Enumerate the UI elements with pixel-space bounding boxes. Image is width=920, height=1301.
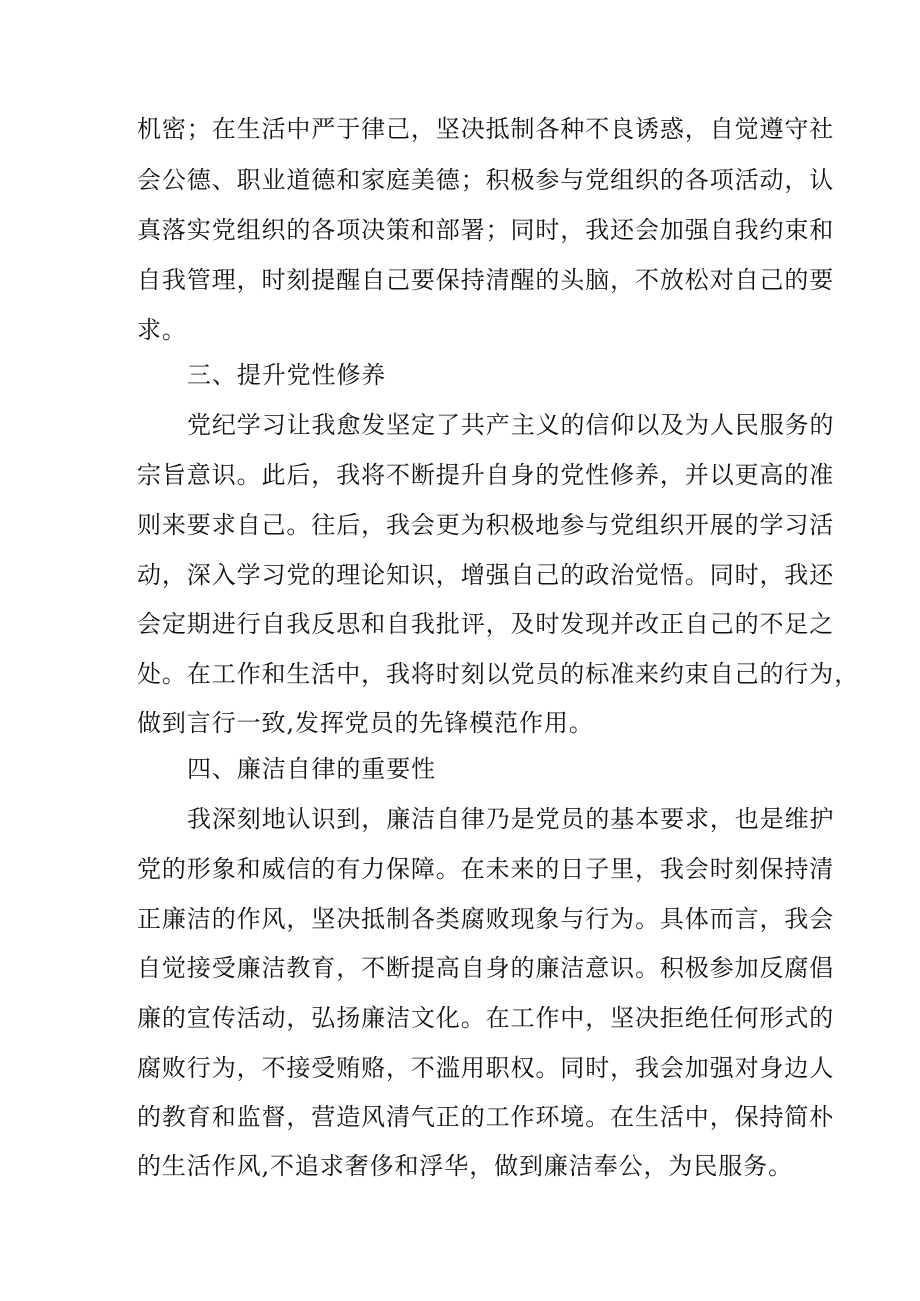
- paragraph-line: 正廉洁的作风，坚决抵制各类腐败现象与行为。具体而言，我会: [137, 905, 835, 933]
- paragraph-line: 宗旨意识。此后，我将不断提升自身的党性修养，并以更高的准: [137, 461, 835, 489]
- paragraph-line: 动，深入学习党的理论知识，增强自己的政治觉悟。同时，我还: [137, 561, 835, 589]
- section-heading: 四、廉洁自律的重要性: [187, 755, 436, 783]
- paragraph-line: 真落实党组织的各项决策和部署；同时，我还会加强自我约束和: [137, 216, 835, 244]
- paragraph-line: 做到言行一致,发挥党员的先锋模范作用。: [137, 709, 594, 737]
- paragraph-line: 处。在工作和生活中，我将时刻以党员的标准来约束自己的行为，: [137, 660, 860, 688]
- paragraph-line: 党纪学习让我愈发坚定了共产主义的信仰以及为人民服务的: [187, 411, 835, 439]
- paragraph-line: 求。: [137, 316, 187, 344]
- paragraph-line: 的生活作风,不追求奢侈和浮华，做到廉洁奉公，为民服务。: [137, 1152, 793, 1180]
- paragraph-line: 则来要求自己。往后，我会更为积极地参与党组织开展的学习活: [137, 511, 835, 539]
- section-heading: 三、提升党性修养: [187, 361, 387, 389]
- paragraph-line: 党的形象和威信的有力保障。在未来的日子里，我会时刻保持清: [137, 855, 835, 883]
- paragraph-line: 自我管理，时刻提醒自己要保持清醒的头脑，不放松对自己的要: [137, 266, 835, 294]
- paragraph-line: 腐败行为，不接受贿赂，不滥用职权。同时，我会加强对身边人: [137, 1054, 835, 1082]
- paragraph-line: 机密；在生活中严于律己，坚决抵制各种不良诱惑，自觉遵守社: [137, 115, 835, 143]
- paragraph-line: 的教育和监督，营造风清气正的工作环境。在生活中，保持简朴: [137, 1103, 835, 1131]
- paragraph-line: 会定期进行自我反思和自我批评，及时发现并改正自己的不足之: [137, 610, 835, 638]
- paragraph-line: 自觉接受廉洁教育，不断提高自身的廉洁意识。积极参加反腐倡: [137, 954, 835, 982]
- paragraph-line: 会公德、职业道德和家庭美德；积极参与党组织的各项活动，认: [137, 166, 835, 194]
- paragraph-line: 我深刻地认识到，廉洁自律乃是党员的基本要求，也是维护: [187, 805, 835, 833]
- paragraph-line: 廉的宣传活动，弘扬廉洁文化。在工作中，坚决拒绝任何形式的: [137, 1004, 835, 1032]
